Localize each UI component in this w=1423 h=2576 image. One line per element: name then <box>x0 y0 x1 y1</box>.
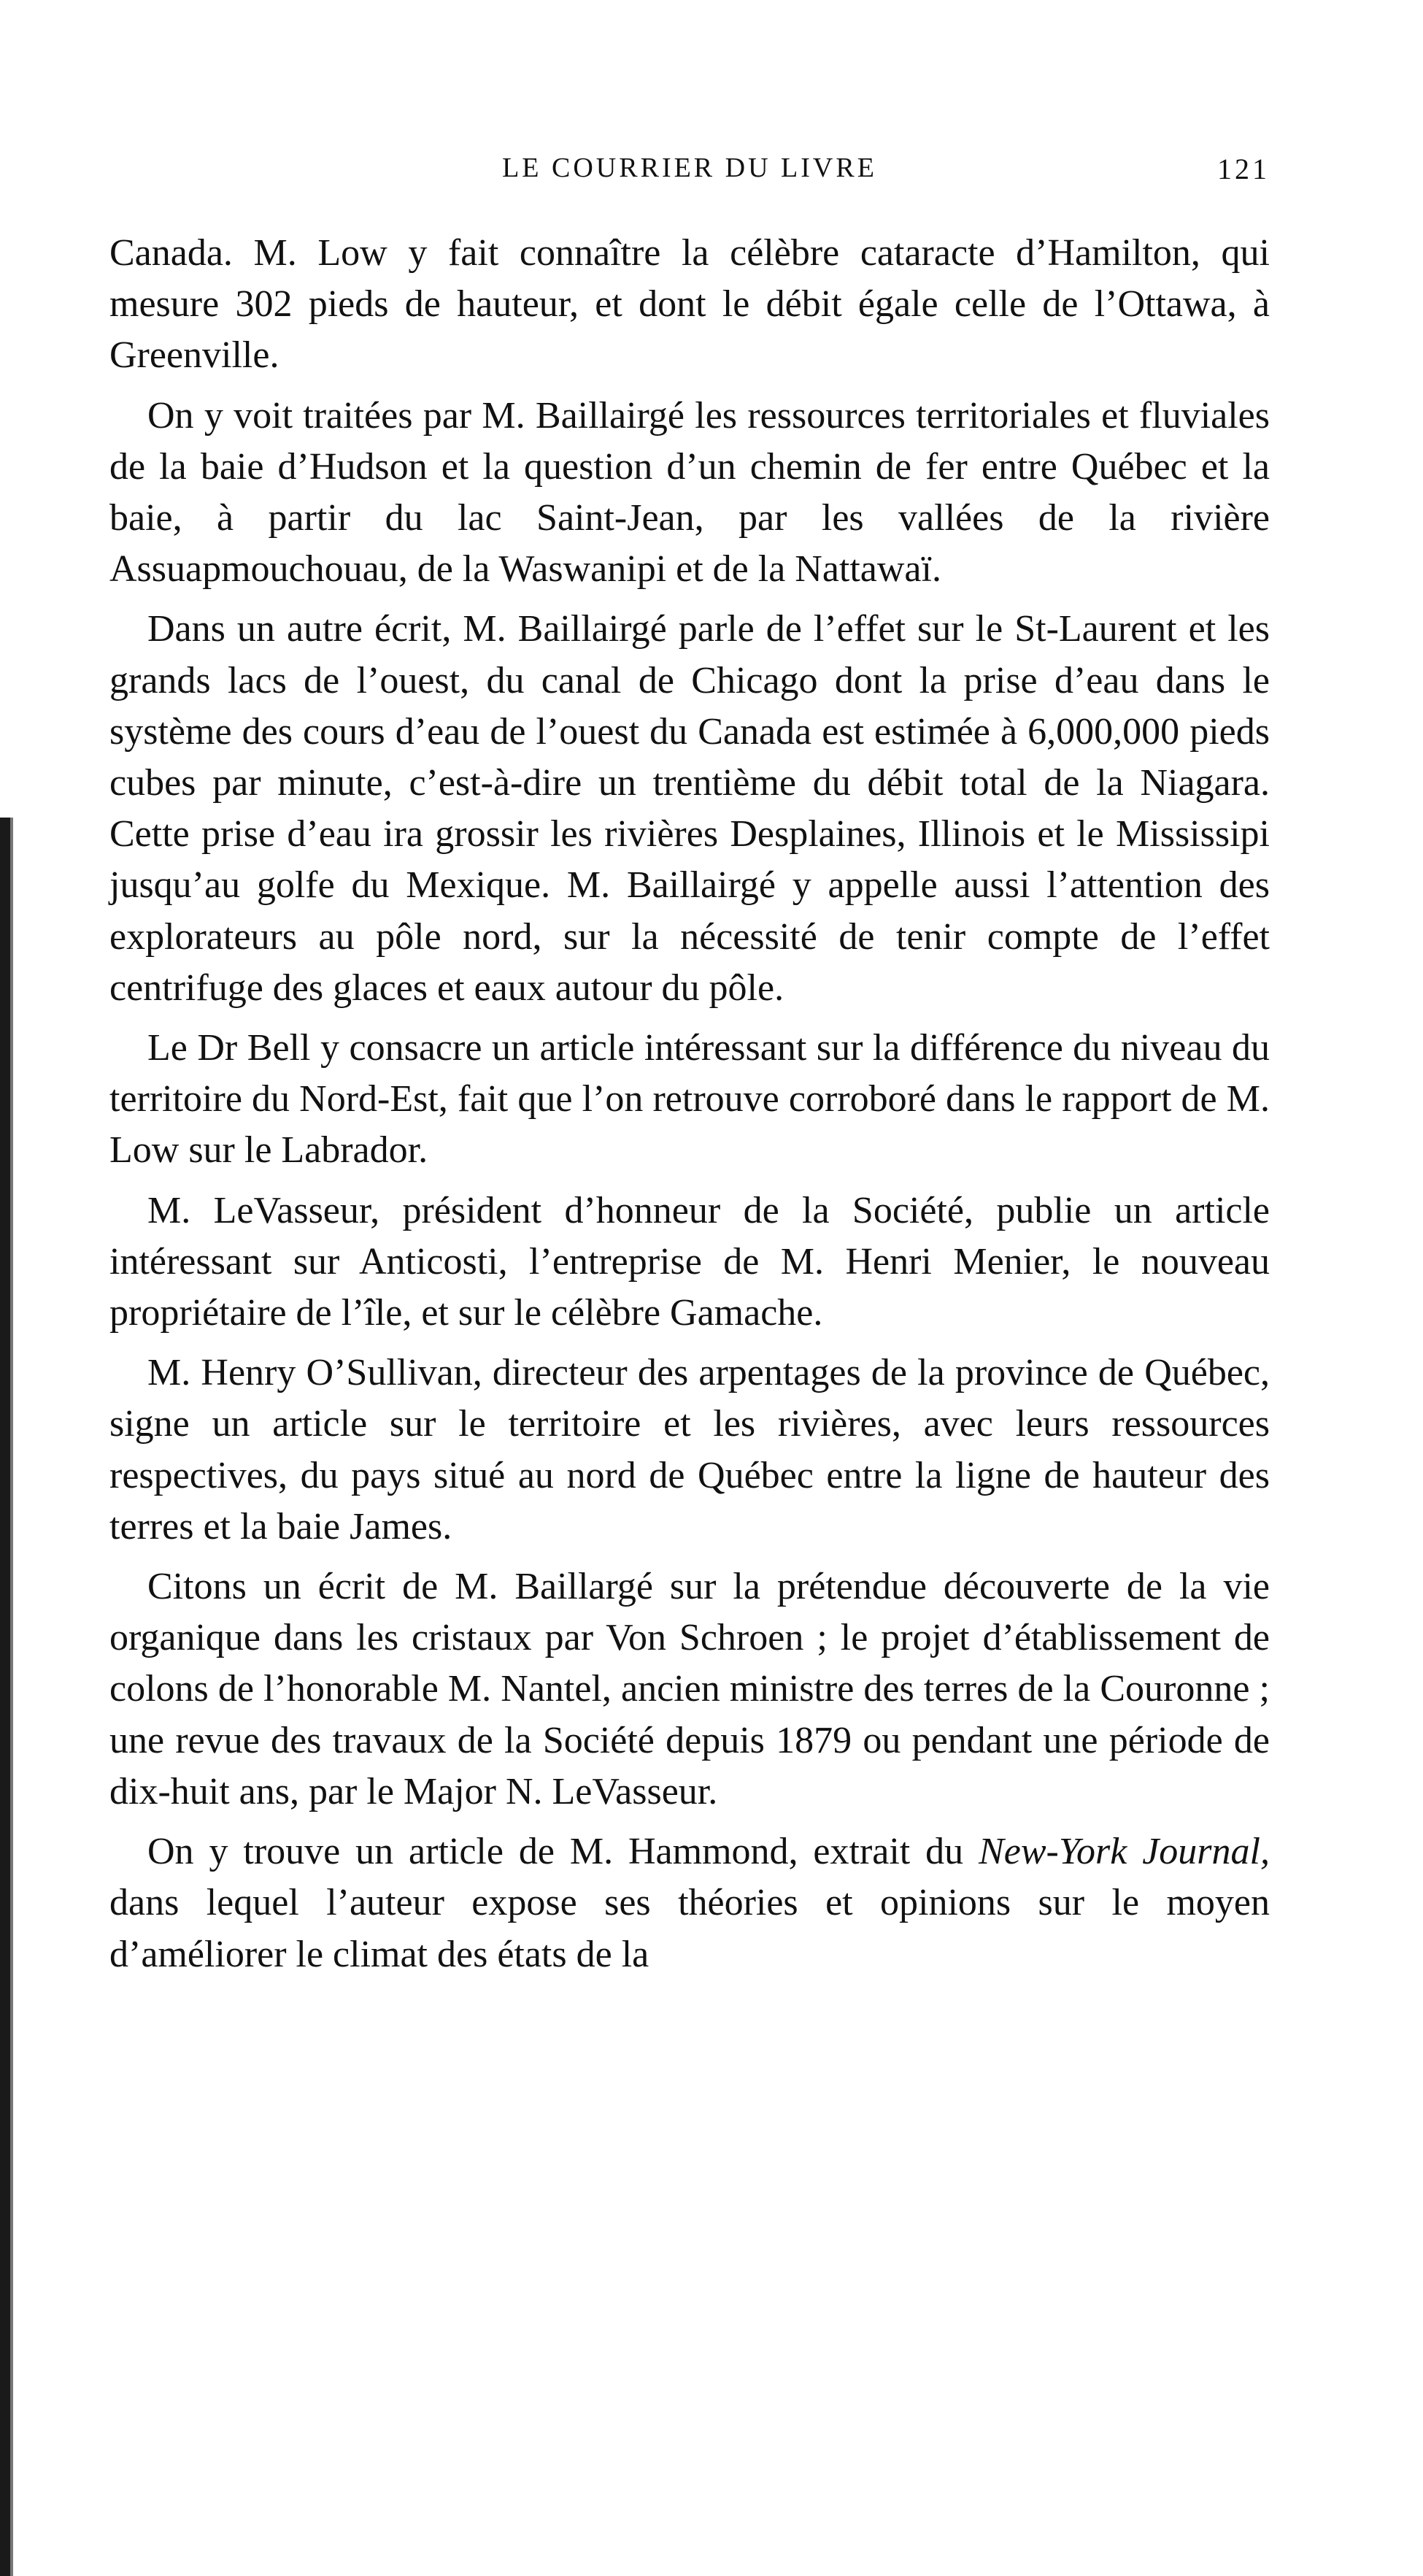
paragraph-8 <box>109 1826 1270 1980</box>
page-body <box>109 228 1270 1989</box>
page-header <box>109 152 1270 196</box>
paragraph-3: Dans un autre écrit, M. Baillairgé parle de l’effet sur le St-Laurent et les grands lacs de l’ouest, du canal de Chicago dont la prise d’eau dans le système des cours d’eau de l’ouest du Canada est estimée à 6,000,000 pieds cubes par minute, c’est-à-dire un trentième du débit total de la Niagara. Cette prise d’eau ira grossir les rivières Desplaines, Illinois et le Mississipi jusqu’au golfe du Mexique. M. Baillairgé y appelle aussi l’attention des explorateurs au pôle nord, sur la nécessité de tenir compte de l’effet centrifuge des glaces et eaux autour du pôle. <box>109 608 1270 1009</box>
paragraph-1: Canada. M. Low y fait connaître la célèbre cataracte d’Hamilton, qui mesure 302 pieds de hauteur, et dont le débit égale celle de l’Ottawa, à Greenville. <box>109 232 1270 377</box>
binding-edge-shadow <box>0 818 10 2576</box>
paragraph-5: M. LeVasseur, président d’honneur de la Société, publie un article intéressant sur Anticosti, l’entreprise de M. Henri Menier, le nouveau propriétaire de l’île, et sur le célèbre Gamache. <box>109 1189 1270 1334</box>
paragraph-8-text-before: On y trouve un article de M. Hammond, extrait du <box>147 1831 979 1873</box>
paragraph-2: On y voit traitées par M. Baillairgé les ressources territoriales et fluviales de la baie d’Hudson et la question d’un chemin de fer entre Québec et la baie, à partir du lac Saint-Jean, par les vallées de la rivière Assuapmouchouau, de la Waswanipi et de la Nattawaï. <box>109 394 1270 591</box>
binding-edge-line <box>10 818 13 2576</box>
paragraph-8-text-after: dans lequel l’auteur expose ses théories et opinions sur le moyen d’améliorer le climat des états de la <box>109 1882 1270 1975</box>
paragraph-4: Le Dr Bell y consacre un article intéressant sur la différence du niveau du territoire du Nord-Est, fait que l’on retrouve corroboré dans le rapport de M. Low sur le Labrador. <box>109 1027 1270 1172</box>
paragraph-7: Citons un écrit de M. Baillargé sur la prétendue découverte de la vie organique dans les cristaux par Von Schroen ; le projet d’établissement de colons de l’honorable M. Nantel, ancien ministre des terres de la Couronne ; une revue des travaux de la Société depuis 1879 ou pendant une période de dix-huit ans, par le Major N. LeVasseur. <box>109 1566 1270 1812</box>
page-number: 121 <box>1217 153 1270 185</box>
newspaper-title: New-York Journal, <box>979 1831 1270 1873</box>
running-title: LE COURRIER DU LIVRE <box>502 153 877 183</box>
paragraph-6: M. Henry O’Sullivan, directeur des arpentages de la province de Québec, signe un article sur le territoire et les rivières, avec leurs ressources respectives, du pays situé au nord de Québec entre la ligne de hauteur des terres et la baie James. <box>109 1352 1270 1547</box>
